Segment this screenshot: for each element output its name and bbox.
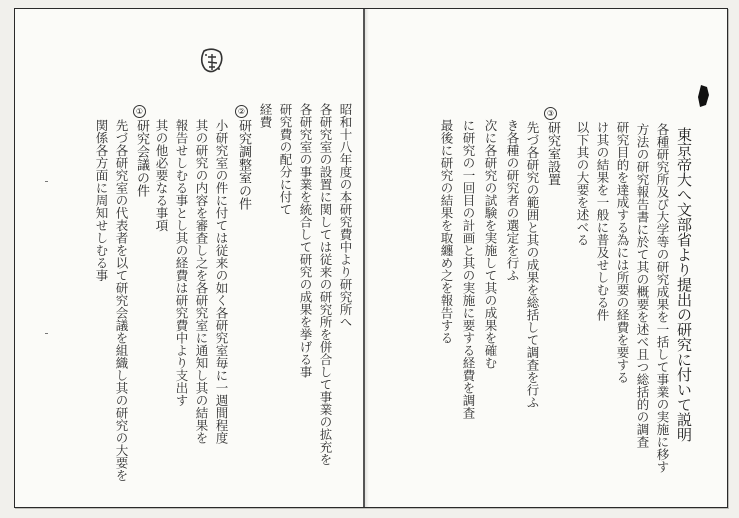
- margin-tick: [45, 333, 48, 334]
- text-column: 研究目的を達成する為には所要の経費を要する: [615, 121, 630, 384]
- text-column: 各研究室の設置に関しては従来の研究所を併合して事業の拡充を: [318, 103, 333, 466]
- text-column: 小研究室の件に付ては従来の如く各研究室毎に一週間程度: [214, 119, 229, 444]
- text-column: け其の結果を一般に普及せしむる件: [595, 121, 610, 321]
- section-number-circle: ③: [544, 107, 557, 120]
- text-column: 次に各研究の試験を実施して其の成果を確む: [483, 119, 498, 369]
- text-column: 先づ各研究室の代表者を以て研究会議を組織し其の研究の大要を: [114, 119, 129, 482]
- text-column: き各種の研究者の選定を行ふ: [505, 119, 520, 282]
- stamp-mark-icon: [199, 47, 225, 77]
- gutter-shadow: [365, 9, 369, 507]
- left-page: [15, 9, 364, 507]
- text-column: 先づ各研究の範囲と其の成果を総括して調査を行ふ: [525, 121, 540, 409]
- right-page: [364, 9, 727, 507]
- text-column: 最後に研究の結果を取纏め之を報告する: [439, 119, 454, 344]
- text-column: 経費: [258, 103, 273, 128]
- text-column: 昭和十八年度の本研究費中より研究所へ: [338, 103, 353, 328]
- text-column: 其の他必要なる事項: [154, 119, 169, 232]
- document-spread: [14, 8, 728, 508]
- section-number-circle: ①: [133, 105, 146, 118]
- text-column: 各研究室の事業を統合して研究の成果を挙げる事: [298, 103, 313, 378]
- text-column: 報告せしむる事とし其の経費は研究費中より支出す: [174, 119, 189, 407]
- ink-blot-icon: [695, 83, 713, 109]
- text-column: 方法の研究報告書に於て其の概要を述べ且つ総括的の調査: [635, 123, 650, 448]
- text-column: 研究費の配分に付て: [278, 103, 293, 216]
- text-column: 各種研究所及び大学等の研究成果を一括して事業の実施に移す: [655, 123, 670, 473]
- text-column: 以下其の大要を述べる: [575, 121, 590, 246]
- section-heading: 研究会議の件: [134, 119, 149, 197]
- section-heading: 研究調整室の件: [236, 119, 251, 210]
- text-column: 其の研究の内容を審査し之を各研究室に通知し其の結果を: [194, 119, 209, 444]
- section-heading: 研究室設置: [545, 121, 560, 186]
- text-column: 東京帝大へ文部省より提出の研究に付いて説明: [675, 127, 693, 442]
- section-number-circle: ②: [235, 105, 248, 118]
- margin-tick: [45, 181, 48, 182]
- text-column: 関係各方面に周知せしむる事: [94, 119, 109, 282]
- text-column: に研究の一回目の計画と其の実施に要する経費を調査: [461, 119, 476, 419]
